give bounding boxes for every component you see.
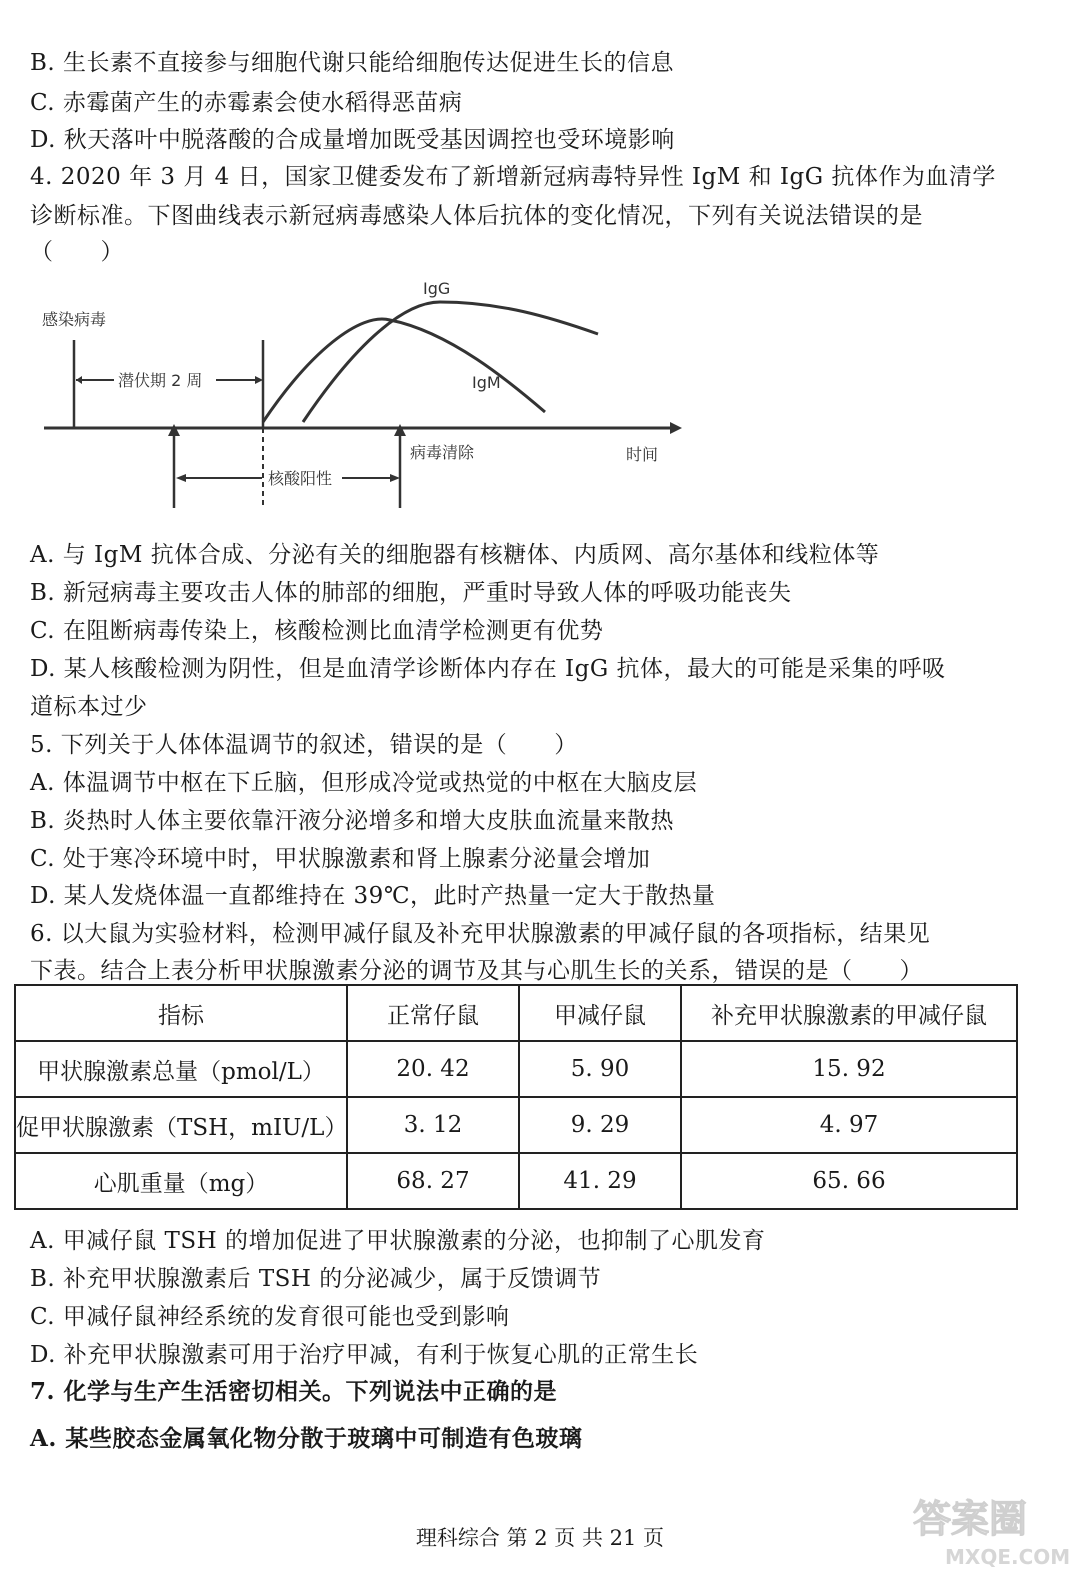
latency-label: 潜伏期 2 周 [118, 371, 203, 390]
virus-clear-label: 病毒清除 [410, 443, 475, 462]
table-row [15, 1097, 1017, 1153]
table-cell: 促甲状腺激素（TSH，mIU/L） [15, 1097, 347, 1153]
results-table [14, 984, 1018, 1210]
time-axis-arrow [670, 422, 682, 434]
option-a-q6: A. 甲减仔鼠 TSH 的增加促进了甲状腺激素的分泌，也抑制了心肌发育 [30, 1228, 766, 1254]
question-6-stem-cont: 下表。结合上表分析甲状腺激素分泌的调节及其与心肌生长的关系，错误的是（ ） [30, 958, 923, 984]
table-row [15, 1153, 1017, 1209]
table-cell: 65. 66 [681, 1153, 1017, 1209]
option-d-q4-cont: 道标本过少 [30, 694, 148, 720]
antibody-diagram [30, 272, 690, 522]
table-cell: 41. 29 [519, 1153, 681, 1209]
option-c-q3: C. 赤霉菌产生的赤霉素会使水稻得恶苗病 [30, 90, 463, 116]
igm-label: IgM [472, 373, 501, 392]
time-label: 时间 [626, 445, 659, 464]
header-indicator: 指标 [15, 985, 347, 1041]
table-cell: 15. 92 [681, 1041, 1017, 1097]
question-4-blank: （ ） [30, 239, 124, 265]
table-cell: 心肌重量（mg） [15, 1153, 347, 1209]
igm-curve [263, 319, 545, 422]
option-c-q6: C. 甲减仔鼠神经系统的发育很可能也受到影响 [30, 1304, 510, 1330]
question-5-stem: 5. 下列关于人体体温调节的叙述，错误的是（ ） [30, 732, 578, 758]
option-c-q4: C. 在阻断病毒传染上，核酸检测比血清学检测更有优势 [30, 618, 604, 644]
nucleic-label: 核酸阳性 [268, 469, 333, 488]
option-d-q3: D. 秋天落叶中脱落酸的合成量增加既受基因调控也受环境影响 [30, 127, 675, 153]
table-header-row [15, 985, 1017, 1041]
table-cell: 甲状腺激素总量（pmol/L） [15, 1041, 347, 1097]
question-4-stem-cont: 诊断标准。下图曲线表示新冠病毒感染人体后抗体的变化情况，下列有关说法错误的是 [30, 203, 923, 229]
option-c-q5: C. 处于寒冷环境中时，甲状腺激素和肾上腺素分泌量会增加 [30, 846, 651, 872]
watermark-logo [905, 1490, 1075, 1572]
table-cell: 3. 12 [347, 1097, 519, 1153]
option-d-q4: D. 某人核酸检测为阴性，但是血清学诊断体内存在 IgG 抗体，最大的可能是采集的呼吸 [30, 656, 946, 682]
watermark-line1: 答案圈 [913, 1497, 1028, 1541]
table-cell: 20. 42 [347, 1041, 519, 1097]
table-cell: 5. 90 [519, 1041, 681, 1097]
option-b-q5: B. 炎热时人体主要依靠汗液分泌增多和增大皮肤血流量来散热 [30, 808, 675, 834]
infection-label: 感染病毒 [42, 310, 107, 329]
igg-curve [303, 302, 598, 422]
option-b-q3: B. 生长素不直接参与细胞代谢只能给细胞传达促进生长的信息 [30, 50, 675, 76]
option-b-q4: B. 新冠病毒主要攻击人体的肺部的细胞，严重时导致人体的呼吸功能丧失 [30, 580, 792, 606]
option-d-q5: D. 某人发烧体温一直都维持在 39℃，此时产热量一定大于散热量 [30, 883, 716, 909]
option-a-q7: A. 某些胶态金属氧化物分散于玻璃中可制造有色玻璃 [30, 1425, 583, 1452]
table-cell: 9. 29 [519, 1097, 681, 1153]
watermark-line2: MXQE.COM [945, 1545, 1071, 1569]
option-d-q6: D. 补充甲状腺激素可用于治疗甲减，有利于恢复心肌的正常生长 [30, 1342, 699, 1368]
header-hypo: 甲减仔鼠 [519, 985, 681, 1041]
header-hypo-supplemented: 补充甲状腺激素的甲减仔鼠 [681, 985, 1017, 1041]
question-4-stem: 4. 2020 年 3 月 4 日，国家卫健委发布了新增新冠病毒特异性 IgM 和 IgG 抗体作为血清学 [30, 164, 996, 190]
header-normal: 正常仔鼠 [347, 985, 519, 1041]
option-a-q5: A. 体温调节中枢在下丘脑，但形成冷觉或热觉的中枢在大脑皮层 [30, 770, 698, 796]
page-footer: 理科综合 第 2 页 共 21 页 [415, 1526, 665, 1550]
table-row [15, 1041, 1017, 1097]
question-7-stem: 7. 化学与生产生活密切相关。下列说法中正确的是 [30, 1378, 558, 1405]
igg-label: IgG [423, 279, 451, 298]
table-cell: 4. 97 [681, 1097, 1017, 1153]
option-a-q4: A. 与 IgM 抗体合成、分泌有关的细胞器有核糖体、内质网、高尔基体和线粒体等 [30, 542, 880, 568]
table-cell: 68. 27 [347, 1153, 519, 1209]
question-6-stem: 6. 以大鼠为实验材料，检测甲减仔鼠及补充甲状腺激素的甲减仔鼠的各项指标，结果见 [30, 921, 931, 947]
option-b-q6: B. 补充甲状腺激素后 TSH 的分泌减少，属于反馈调节 [30, 1266, 602, 1292]
